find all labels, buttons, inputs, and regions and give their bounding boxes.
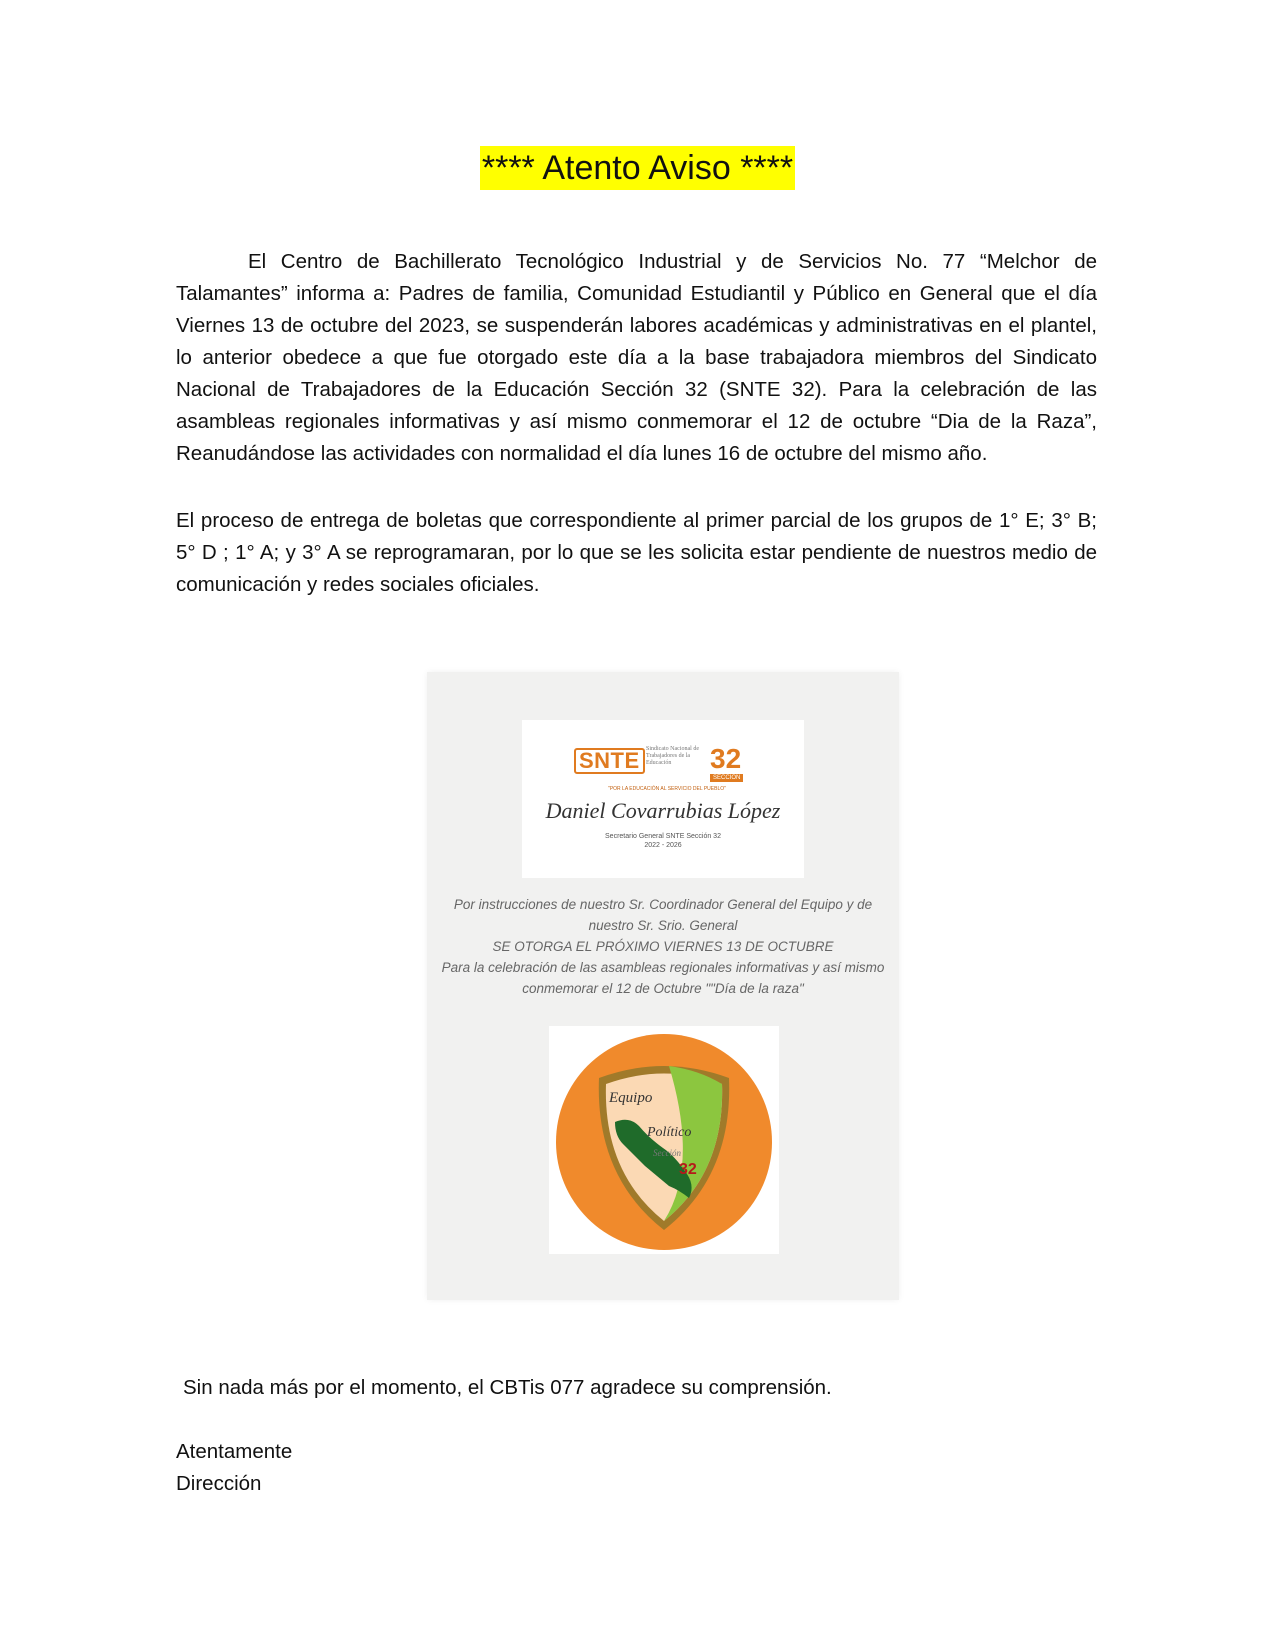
snte-section-label: SECCIÓN: [710, 774, 743, 782]
signoff: Atentamente: [176, 1440, 293, 1463]
emblem-word3: Sección: [653, 1148, 681, 1158]
flyer-line: Por instrucciones de nuestro Sr. Coordinador General del Equipo y de: [453, 897, 873, 912]
emblem-word1: Equipo: [609, 1090, 653, 1106]
signature-role-block: [522, 832, 804, 850]
snte-flyer-image: [427, 672, 899, 1300]
signature-period: 2022 - 2026: [644, 842, 682, 849]
flyer-message: [427, 894, 899, 999]
flyer-line: Para la celebración de las asambleas regionales informativas y así mismo: [441, 960, 885, 975]
title-container: [0, 146, 1275, 190]
snte-full-name: Sindicato Nacional de Trabajadores de la Educación: [646, 746, 699, 766]
equipo-politico-emblem: [549, 1026, 779, 1254]
snte-motto: "POR LA EDUCACIÓN AL SERVICIO DEL PUEBLO": [608, 786, 726, 792]
flyer-line: SE OTORGA EL PRÓXIMO VIERNES 13 DE OCTUBRE: [492, 939, 834, 954]
signature-name: Daniel Covarrubias López: [545, 798, 781, 823]
emblem-number: 32: [679, 1161, 697, 1178]
emblem-word2: Político: [647, 1125, 692, 1140]
announcement-paragraph: El Centro de Bachillerato Tecnológico Industrial y de Servicios No. 77 “Melchor de Talamantes” informa a: Padres de familia, Comunidad Estudiantil y Público en General que el día Viernes 13 de octubre del 2023, se suspenderán labores académicas y administrativas en el plantel, lo anterior obedece a que fue otorgado este día a la base trabajadora miembros del Sindicato Nacional de Trabajadores de la Educación Sección 32 (SNTE 32). Para la celebración de las asambleas regionales informativas y así mismo conmemorar el 12 de octubre “Dia de la Raza”, Reanudándose las actividades con normalidad el día lunes 16 de octubre del mismo año.: [176, 250, 1097, 465]
signature-role: Secretario General SNTE Sección 32: [605, 833, 721, 840]
notice-title: **** Atento Aviso ****: [480, 146, 795, 190]
flyer-line: nuestro Sr. Srio. General: [588, 918, 738, 933]
signer: Dirección: [176, 1472, 262, 1495]
snte-logo-text: SNTE: [574, 748, 645, 774]
flyer-line: conmemorar el 12 de Octubre ""Día de la raza": [522, 981, 804, 996]
snte-signature-card: [522, 720, 804, 878]
snte-section-number: 32: [710, 743, 742, 774]
emblem-graphic: [549, 1026, 779, 1254]
closing-line: Sin nada más por el momento, el CBTis 077 agradece su comprensión.: [183, 1376, 832, 1399]
report-cards-paragraph: El proceso de entrega de boletas que correspondiente al primer parcial de los grupos de 1° E; 3° B; 5° D ; 1° A; y 3° A se reprogramaran, por lo que se les solicita estar pendiente de nuestros medio de comunicación y redes sociales oficiales.: [176, 509, 1097, 596]
